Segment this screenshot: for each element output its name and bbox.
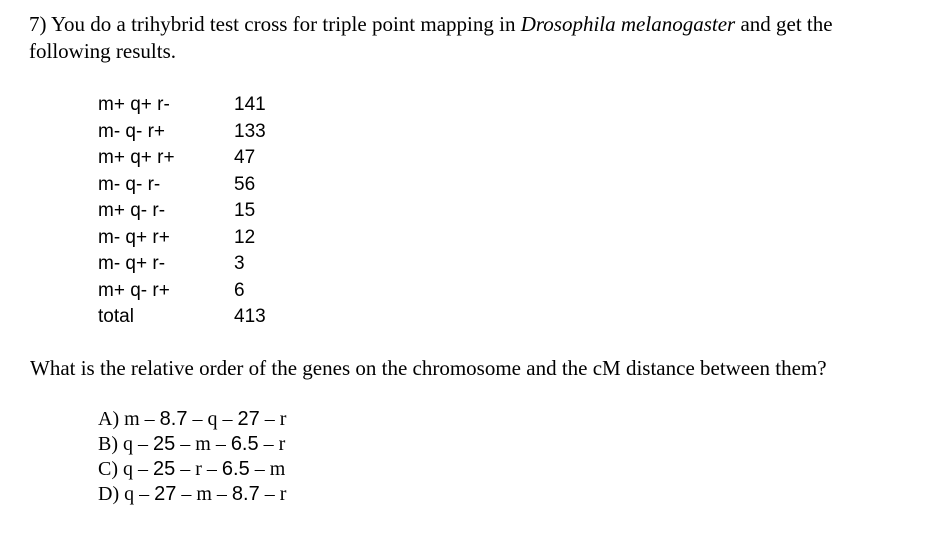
distance-value: 8.7 bbox=[159, 408, 188, 430]
count-cell: 133 bbox=[234, 120, 266, 142]
genotype-cell: m- q+ r+ bbox=[98, 226, 170, 248]
choice-letter: B) bbox=[98, 433, 118, 455]
total-label: total bbox=[98, 306, 134, 327]
question-text bbox=[29, 11, 919, 65]
distance-value: 6.5 bbox=[230, 433, 259, 455]
table-row bbox=[98, 198, 294, 225]
question-intro: 7) You do a trihybrid test cross for triple point mapping in bbox=[29, 12, 521, 36]
gene-label: m bbox=[195, 433, 211, 455]
distance-value: 27 bbox=[237, 408, 260, 430]
question-prompt: What is the relative order of the genes on the chromosome and the cM distance between them? bbox=[30, 356, 827, 380]
gene-label: m bbox=[196, 483, 212, 505]
distance-value: 6.5 bbox=[221, 458, 250, 480]
genotype-cell: m- q+ r- bbox=[98, 253, 166, 274]
genotype-cell: m- q- r+ bbox=[98, 120, 166, 142]
table-row bbox=[98, 92, 294, 119]
count-cell: 56 bbox=[234, 173, 256, 195]
count-cell: 47 bbox=[234, 147, 256, 168]
results-table bbox=[98, 92, 294, 331]
table-row bbox=[98, 251, 294, 278]
species-name: Drosophila melanogaster bbox=[520, 12, 736, 36]
choice-letter: D) bbox=[98, 483, 120, 505]
table-row bbox=[98, 225, 294, 252]
choice-a[interactable]: A) m – 8.7 – q – 27 – r bbox=[98, 408, 287, 430]
genotype-cell: m- q- r- bbox=[98, 173, 161, 195]
choice-letter: C) bbox=[98, 458, 118, 480]
distance-value: 8.7 bbox=[231, 483, 260, 505]
count-cell: 15 bbox=[234, 200, 256, 221]
distance-value: 27 bbox=[154, 483, 177, 505]
choice-b[interactable]: B) q – 25 – m – 6.5 – r bbox=[98, 433, 286, 455]
count-cell: 12 bbox=[234, 226, 256, 248]
question-outro: and get the following results. bbox=[29, 12, 833, 63]
gene-label: q bbox=[207, 408, 218, 430]
count-cell: 3 bbox=[234, 253, 245, 274]
gene-label: r bbox=[278, 433, 286, 455]
choice-d[interactable]: D) q – 27 – m – 8.7 – r bbox=[98, 483, 287, 505]
total-count: 413 bbox=[234, 306, 266, 327]
table-row bbox=[98, 278, 294, 305]
gene-label: r bbox=[195, 458, 202, 480]
table-row bbox=[98, 172, 294, 199]
gene-label: q bbox=[124, 483, 135, 505]
distance-value: 25 bbox=[153, 433, 176, 455]
gene-label: q bbox=[123, 458, 133, 480]
gene-label: m bbox=[124, 408, 140, 430]
table-row bbox=[98, 119, 294, 146]
genotype-cell: m+ q+ r- bbox=[98, 94, 170, 115]
genotype-cell: m+ q- r- bbox=[98, 200, 166, 221]
gene-label: r bbox=[279, 408, 287, 430]
distance-value: 25 bbox=[153, 458, 176, 480]
genotype-cell: m+ q- r+ bbox=[98, 279, 170, 301]
choice-c[interactable]: C) q – 25 – r – 6.5 – m bbox=[98, 458, 286, 480]
answer-choices bbox=[98, 407, 286, 507]
gene-label: r bbox=[279, 483, 287, 505]
choice-letter: A) bbox=[98, 408, 120, 430]
total-row bbox=[98, 304, 294, 331]
genotype-cell: m+ q+ r+ bbox=[98, 147, 175, 168]
gene-label: q bbox=[123, 433, 133, 455]
count-cell: 6 bbox=[234, 279, 245, 301]
gene-label: m bbox=[269, 458, 286, 480]
count-cell: 141 bbox=[234, 94, 266, 115]
table-row bbox=[98, 145, 294, 172]
